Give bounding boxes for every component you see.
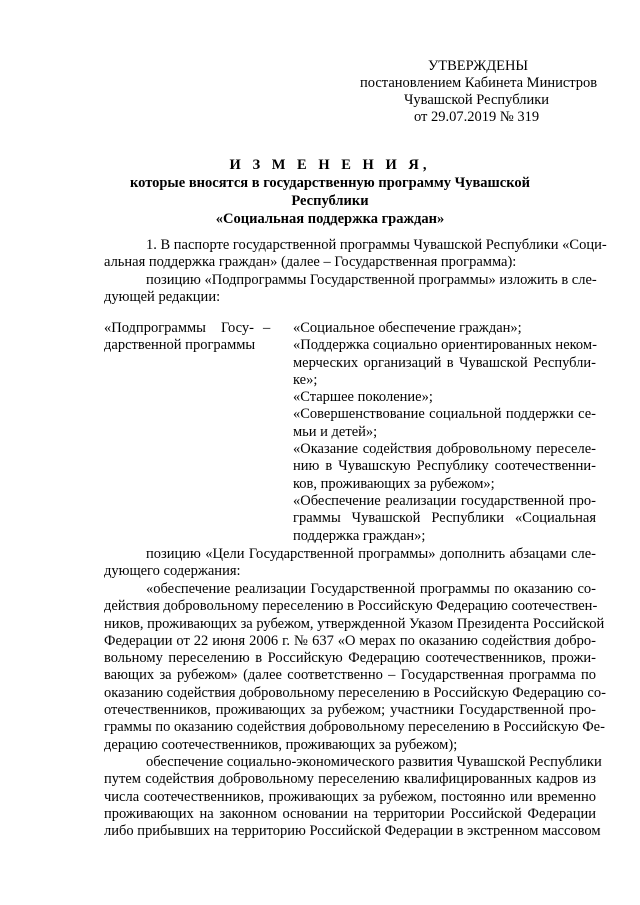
text-line: ников, проживающих за рубежом, утвержденной Указом Президента Российской <box>104 615 605 632</box>
text-line: поддержка граждан»; <box>293 527 426 544</box>
text-line: либо прибывших на территорию Российской Федерации в экстренном массовом <box>104 823 601 840</box>
text-line: мьи и детей»; <box>293 423 378 440</box>
approval-line: Чувашской Республики <box>404 92 550 108</box>
text-line: оказанию содействия добровольному переселению в Российскую Федерацию со- <box>104 684 606 701</box>
text-line: дующего содержания: <box>104 563 241 580</box>
text-line: нию в Чувашскую Республику соотечественни- <box>293 458 596 475</box>
text-line: вольному переселению в Российскую Федерацию соотечественников, прожи- <box>104 650 596 667</box>
text-line: отечественников, проживающих за рубежом; участники Государственной про- <box>104 702 596 719</box>
text-line: мерческих организаций в Чувашской Республи- <box>293 354 596 371</box>
text-line: «Социальное обеспечение граждан»; <box>293 320 522 336</box>
text-line: 1. В паспорте государственной программы Чувашской Республики «Соци- <box>146 237 607 253</box>
approval-block <box>360 58 600 126</box>
text-line: «Совершенствование социальной поддержки се- <box>293 406 596 423</box>
text-line: «Старшее поколение»; <box>293 389 433 406</box>
table-right-cell <box>293 320 596 545</box>
text-line: граммы по оказанию содействия добровольному переселению в Российскую Фе- <box>104 719 605 736</box>
title-line: «Социальная поддержка граждан» <box>215 211 445 227</box>
paragraph-5 <box>104 754 602 840</box>
text-line: дующей редакции: <box>104 288 221 305</box>
text-line: граммы Чувашской Республики «Социальная <box>293 510 596 527</box>
text-line: позицию «Подпрограммы Государственной программы» изложить в сле- <box>146 271 597 288</box>
document-title <box>100 156 560 228</box>
paragraph-3 <box>104 546 596 581</box>
text-line: позицию «Цели Государственной программы» дополнить абзацами сле- <box>146 546 596 562</box>
text-line: ке»; <box>293 371 318 388</box>
text-line: «Обеспечение реализации государственной про- <box>293 492 596 509</box>
table-left-cell <box>104 320 282 355</box>
title-line: которые вносятся в государственную программу Чувашской Республики <box>129 175 531 209</box>
text-line: вающих за рубежом» (далее соответственно – Государственная программа по <box>104 667 596 684</box>
text-line: «обеспечение реализации Государственной программы по оказанию со- <box>146 581 596 597</box>
text-line: «Поддержка социально ориентированных неком- <box>293 337 597 354</box>
approval-heading: УТВЕРЖДЕНЫ <box>428 58 529 74</box>
approval-line: постановлением Кабинета Министров <box>360 75 598 91</box>
text-line: дарственной программы <box>104 337 256 354</box>
text-line: действия добровольному переселению в Российскую Федерацию соотечествен- <box>104 598 598 615</box>
text-line: альная поддержка граждан» (далее – Государственная программа): <box>104 254 517 271</box>
approval-date: от 29.07.2019 № 319 <box>414 109 540 125</box>
text-line: «Подпрограммы Госу- <box>104 320 254 336</box>
text-line: путем содействия добровольному переселению квалифицированных кадров из <box>104 771 596 788</box>
paragraph-1 <box>104 237 607 306</box>
text-line: «Оказание содействия добровольному переселе- <box>293 441 596 458</box>
text-line: проживающих на законном основании на территории Российской Федерации <box>104 805 596 822</box>
title-heading: И З М Е Н Е Н И Я, <box>229 157 431 173</box>
text-line: ков, проживающих за рубежом»; <box>293 475 495 492</box>
text-line: Федерации от 22 июня 2006 г. № 637 «О мерах по оказанию содействия добро- <box>104 632 596 649</box>
text-line: дерацию соотечественников, проживающих за рубежом); <box>104 736 458 753</box>
text-line: числа соотечественников, проживающих за рубежом, постоянно или временно <box>104 788 596 805</box>
paragraph-4 <box>104 581 606 754</box>
text-line: обеспечение социально-экономического развития Чувашской Республики <box>146 754 602 770</box>
table-dash: – <box>263 320 271 336</box>
